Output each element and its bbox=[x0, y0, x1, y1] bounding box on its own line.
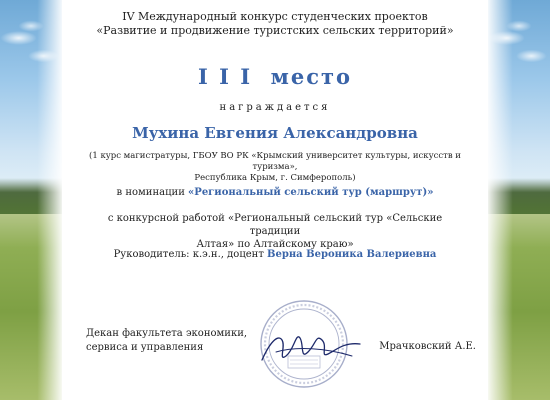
dean-title bbox=[86, 327, 247, 355]
supervisor bbox=[66, 249, 484, 260]
contest-header bbox=[66, 10, 484, 38]
supervisor-name: Верна Вероника Валериевна bbox=[267, 249, 437, 260]
certificate-body bbox=[66, 0, 484, 400]
contest-title-line1: IV Международный конкурс студенческих проектов bbox=[122, 10, 428, 23]
recipient-details-line2: Республика Крым, г. Симферополь) bbox=[194, 173, 356, 183]
nomination bbox=[66, 187, 484, 198]
contest-title-line2: «Развитие и продвижение туристских сельских территорий» bbox=[96, 24, 454, 37]
left-landscape-border bbox=[0, 0, 62, 400]
recipient-details bbox=[76, 151, 474, 184]
handwritten-signature bbox=[256, 322, 366, 372]
nomination-prefix: в номинации bbox=[116, 187, 189, 198]
right-landscape-border bbox=[488, 0, 550, 400]
awarded-label: награждается bbox=[219, 102, 331, 113]
recipient-name: Мухина Евгения Александровна bbox=[132, 124, 418, 142]
nomination-title: «Региональный сельский тур (маршрут)» bbox=[188, 187, 434, 198]
award-place: I I I место bbox=[197, 64, 353, 89]
competition-work-line1: с конкурсной работой «Региональный сельский тур «Сельские традиции bbox=[107, 213, 443, 237]
supervisor-prefix: Руководитель: к.э.н., доцент bbox=[113, 249, 268, 260]
competition-work bbox=[86, 212, 464, 251]
dean-title-line2: сервиса и управления bbox=[86, 342, 204, 353]
recipient-details-line1: (1 курс магистратуры, ГБОУ ВО РК «Крымский университет культуры, искусств и туризма», bbox=[89, 151, 461, 172]
signer-name: Мрачковский А.Е. bbox=[379, 341, 476, 352]
dean-title-line1: Декан факультета экономики, bbox=[86, 328, 248, 339]
competition-work-line2: Алтая» по Алтайскому краю» bbox=[196, 239, 354, 250]
